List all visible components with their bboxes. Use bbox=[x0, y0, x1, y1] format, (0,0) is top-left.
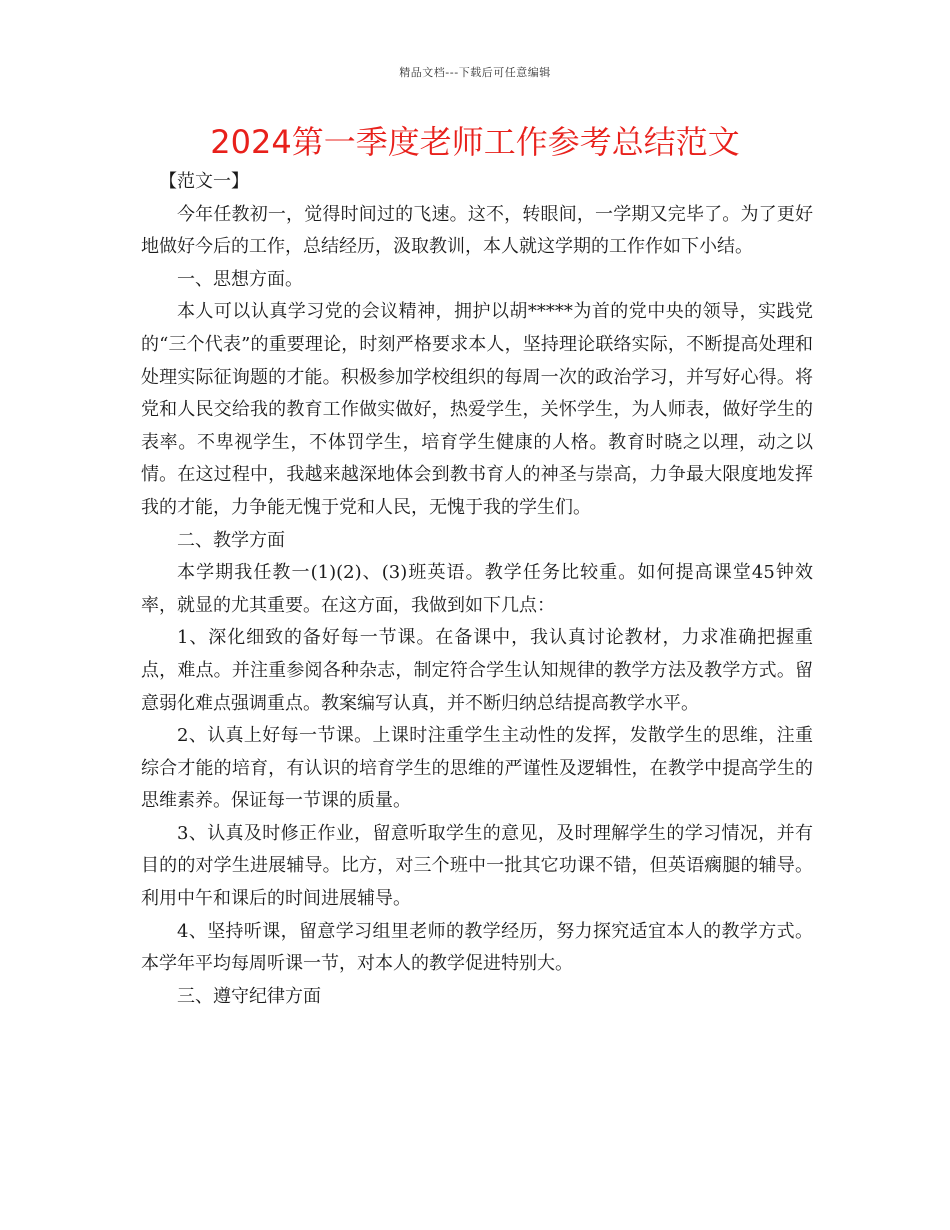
paragraph-item-3: 3、认真及时修正作业，留意听取学生的意见，及时理解学生的学习情况，并有目的的对学生进展辅导。比方，对三个班中一批其它功课不错，但英语瘸腿的辅导。利用中午和课后的时间进展辅导。 bbox=[141, 822, 813, 910]
heading-discipline: 三、遵守纪律方面 bbox=[177, 985, 321, 1007]
section-label-sample-one: 【范文一】 bbox=[159, 171, 249, 192]
paragraph-item-1: 1、深化细致的备好每一节课。在备课中，我认真讨论教材，力求准确把握重点，难点。并注重参阅各种杂志，制定符合学生认知规律的教学方法及教学方式。留意弱化难点强调重点。教案编写认真，并不断归纳总结提高教学水平。 bbox=[141, 627, 813, 714]
paragraph-ideology: 本人可以认真学习党的会议精神，拥护以胡*****为首的党中央的领导，实践党的“三个代表”的重要理论，时刻严格要求本人，坚持理论联络实际，不断提高处理和处理实际征询题的才能。积极参加学校组织的每周一次的政治学习，并写好心得。将党和人民交给我的教育工作做实做好，热爱学生，关怀学生，为人师表，做好学生的表率。不卑视学生，不体罚学生，培育学生健康的人格。教育时晓之以理，动之以情。在这过程中，我越来越深地体会到教书育人的神圣与崇高，力争最大限度地发挥我的才能，力争能无愧于党和人民，无愧于我的学生们。 bbox=[141, 301, 813, 518]
document-title: 2024第一季度老师工作参考总结范文 bbox=[210, 123, 740, 161]
heading-teaching: 二、教学方面 bbox=[177, 529, 285, 551]
paragraph-item-2: 2、认真上好每一节课。上课时注重学生主动性的发挥，发散学生的思维，注重综合才能的培育，有认识的培育学生的思维的严谨性及逻辑性，在教学中提高学生的思维素养。保证每一节课的质量。 bbox=[141, 725, 813, 812]
paragraph-teaching-intro: 本学期我任教一(1)(2)、(3)班英语。教学任务比较重。如何提高课堂45钟效率，就显的尤其重要。在这方面，我做到如下几点： bbox=[141, 562, 813, 616]
header-note: 精品文档---下载后可任意编辑 bbox=[399, 66, 551, 79]
document-body bbox=[141, 166, 813, 1013]
paragraph-intro: 今年任教初一，觉得时间过的飞速。这不，转眼间，一学期又完毕了。为了更好地做好今后的工作，总结经历，汲取教训，本人就这学期的工作作如下小结。 bbox=[141, 203, 813, 258]
paragraph-item-4: 4、坚持听课，留意学习组里老师的教学经历，努力探究适宜本人的教学方式。本学年平均每周听课一节，对本人的教学促进特别大。 bbox=[141, 920, 813, 975]
heading-ideology: 一、思想方面。 bbox=[177, 268, 303, 290]
